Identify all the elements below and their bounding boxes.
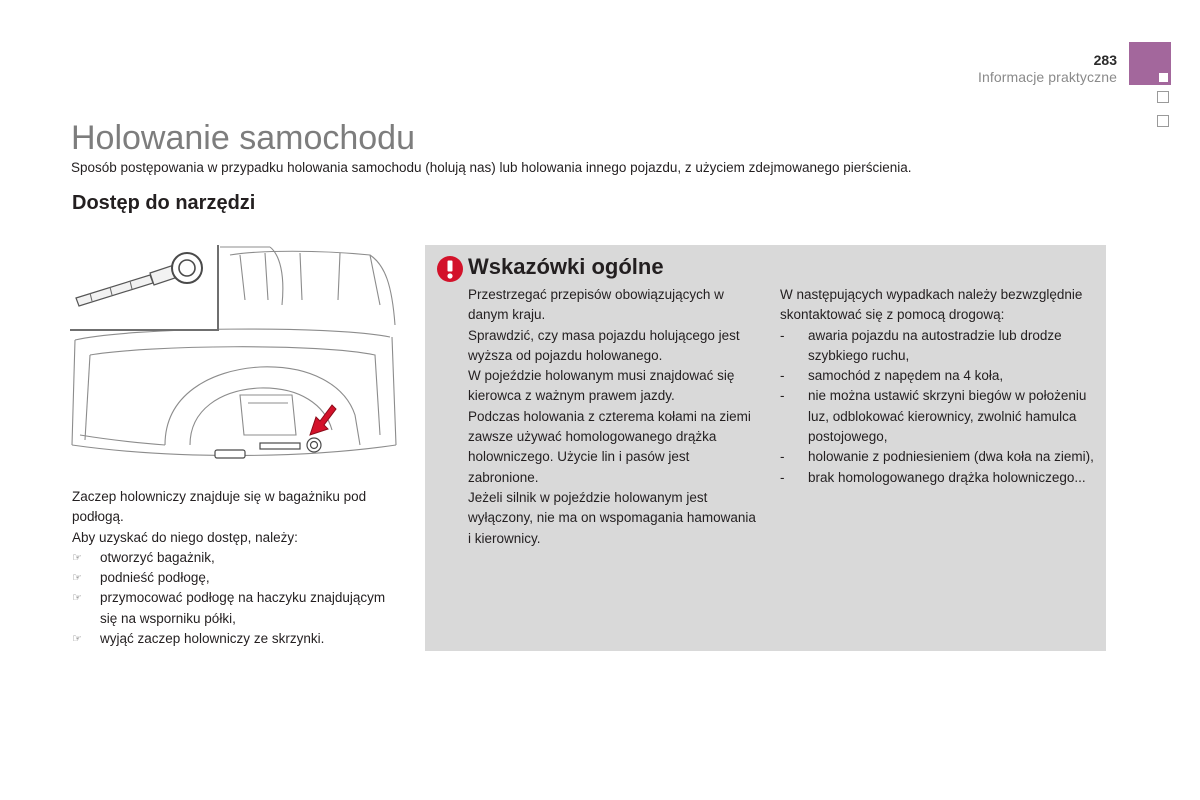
intro-line-1: Zaczep holowniczy znajduje się w bagażniku pod podłogą. [72,489,367,525]
list-item: - brak homologowanego drążka holowniczego... [780,468,1095,488]
list-item: ☞ wyjąć zaczep holowniczy ze skrzynki. [72,629,392,649]
trunk-towing-eye-illustration [70,245,398,475]
chapter-tab-empty-2 [1157,115,1169,127]
page-title: Holowanie samochodu [71,119,415,157]
steps-list [72,548,392,649]
dash-bullet: - [780,368,785,384]
pointing-hand-icon: ☞ [72,551,82,564]
dash-bullet: - [780,388,785,404]
list-item: - awaria pojazdu na autostradzie lub drodze szybkiego ruchu, [780,327,1062,363]
chapter-tab-marker [1159,73,1168,82]
box-title: Wskazówki ogólne [468,254,664,279]
tip-paragraph: Sprawdzić, czy masa pojazdu holującego jest wyższa od pojazdu holowanego. [468,327,740,363]
list-item: - samochód z napędem na 4 koła, [780,366,1095,386]
list-item: ☞ otworzyć bagażnik, [72,548,392,568]
pointing-hand-icon: ☞ [72,633,82,646]
section-heading: Dostęp do narzędzi [72,192,256,214]
chapter-tab [1129,42,1171,85]
tips-right-column [780,285,1095,488]
tip-paragraph: Podczas holowania z czterema kołami na ziemi zawsze używać homologowanego drążka holowniczego. Użycie lin i pasów jest zabronione. [468,408,751,485]
dash-bullet: - [780,327,785,343]
page-number: 283 [1093,52,1117,68]
tip-paragraph: Przestrzegać przepisów obowiązujących w danym kraju. [468,287,724,323]
list-item: ☞ przymocować podłogę na haczyku znajdującym się na wsporniku półki, [72,590,386,626]
access-instructions [72,487,392,649]
dash-bullet: - [780,449,785,465]
pointing-hand-icon: ☞ [72,592,82,605]
tip-paragraph: W pojeździe holowanym musi znajdować się kierowca z ważnym prawem jazdy. [468,368,735,404]
intro-line-2: Aby uzyskać do niego dostęp, należy: [72,529,298,545]
list-item: ☞ podnieść podłogę, [72,568,392,588]
warning-icon [437,256,463,282]
page-subtitle: Sposób postępowania w przypadku holowania samochodu (holują nas) lub holowania innego pojazdu, z użyciem zdejmowanego pierścienia. [71,160,912,175]
list-item: - holowanie z podniesieniem (dwa koła na ziemi), [780,447,1095,467]
general-tips-box [425,245,1106,651]
chapter-tab-empty-1 [1157,91,1169,103]
section-label: Informacje praktyczne [977,69,1117,85]
list-item: - nie można ustawić skrzyni biegów w położeniu luz, odblokować kierownicy, zwolnić hamulca postojowego, [780,388,1087,445]
tips-left-column [468,285,758,549]
assistance-cases-list [780,326,1095,488]
pointing-hand-icon: ☞ [72,572,82,585]
tip-paragraph: Jeżeli silnik w pojeździe holowanym jest wyłączony, nie ma on wspomagania hamowania i kierownicy. [468,489,756,546]
right-intro: W następujących wypadkach należy bezwzględnie skontaktować się z pomocą drogową: [780,287,1083,323]
dash-bullet: - [780,469,785,485]
